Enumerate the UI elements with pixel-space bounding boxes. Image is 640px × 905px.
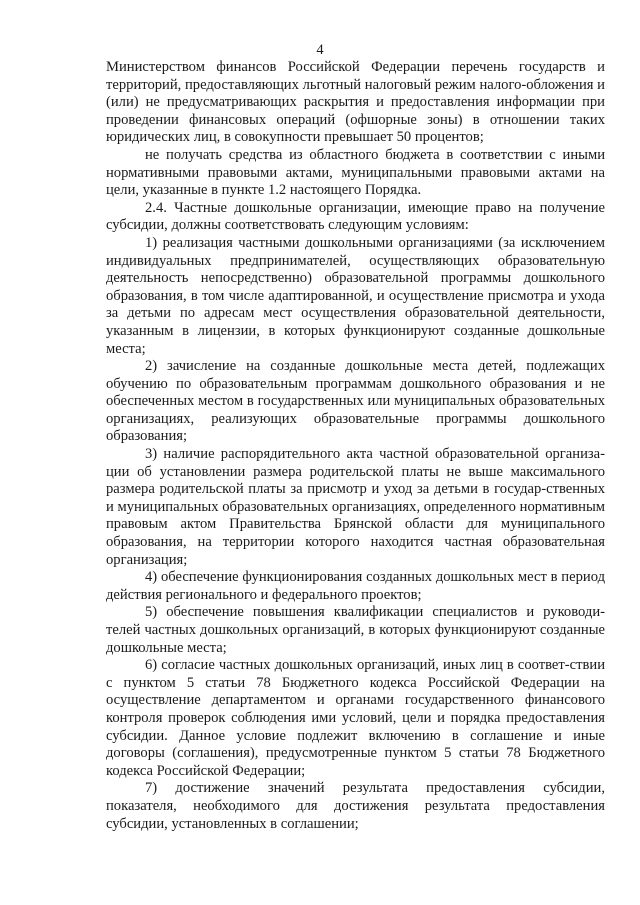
paragraph-no-other-funds: не получать средства из областного бюджета в соответствии с иными нормативными правовыми актами, муниципальными правовыми актами на цели, указанные в пункте 1.2 настоящего Порядка. (106, 146, 605, 199)
paragraph-condition-7: 7) достижение значений результата предоставления субсидии, показателя, необходимого для достижения результата предоставления субсидии, установленных в соглашении; (106, 780, 605, 832)
paragraph-section-2-4: 2.4. Частные дошкольные организации, имеющие право на получение субсидии, должны соответствовать следующим условиям: (106, 199, 605, 234)
paragraph-condition-5: 5) обеспечение повышения квалификации специалистов и руководи-телей частных дошкольных организаций, в которых функционируют созданные дошкольные места; (106, 604, 605, 656)
paragraph-condition-1: 1) реализация частными дошкольными организациями (за исключением индивидуальных предпринимателей, осуществляющих образовательную деятельность непосредственно) образовательной программы дошкольного образования, в том числе адаптированной, и осуществление присмотра и ухода за детьми по адресам мест осуществления образовательной деятельности, указанным в лицензии, в которых функционируют созданные дошкольные места; (106, 234, 605, 357)
paragraph-condition-2: 2) зачисление на созданные дошкольные места детей, подлежащих обучению по образовательным программам дошкольного образования и не обеспеченных местом в государственных или муниципальных образовательных организациях, реализующих образовательные программы дошкольного образования; (106, 358, 605, 445)
document-body (106, 59, 605, 833)
page-number: 4 (316, 42, 324, 58)
paragraph-condition-6: 6) согласие частных дошкольных организаций, иных лиц в соответ-ствии с пунктом 5 статьи 78 Бюджетного кодекса Российской Федерации на осуществление департаментом и органами государственного финансового контроля проверок соблюдения ими условий, цели и порядка предоставления субсидии. Данное условие подлежит включению в соглашение и иные договоры (соглашения), предусмотренные пунктом 5 статьи 78 Бюджетного кодекса Российской Федерации; (106, 657, 605, 779)
paragraph-condition-4: 4) обеспечение функционирования созданных дошкольных мест в период действия регионального и федерального проектов; (106, 569, 605, 603)
paragraph-offshore-criteria: Министерством финансов Российской Федерации перечень государств и территорий, предоставляющих льготный налоговый режим налого-обложения и (или) не предусматривающих раскрытия и предоставления информации при проведении финансовых операций (офшорные зоны) в отношении таких юридических лиц, в совокупности превышает 50 процентов; (106, 59, 605, 146)
paragraph-condition-3: 3) наличие распорядительного акта частной образовательной организа-ции об установлении размера родительской платы не выше максимального размера родительской платы за присмотр и уход за детьми в государ-ственных и муниципальных образовательных организациях, определенного нормативным правовым актом Правительства Брянской области для муниципального образования, на территории которого находится частная образовательная организация; (106, 446, 605, 568)
